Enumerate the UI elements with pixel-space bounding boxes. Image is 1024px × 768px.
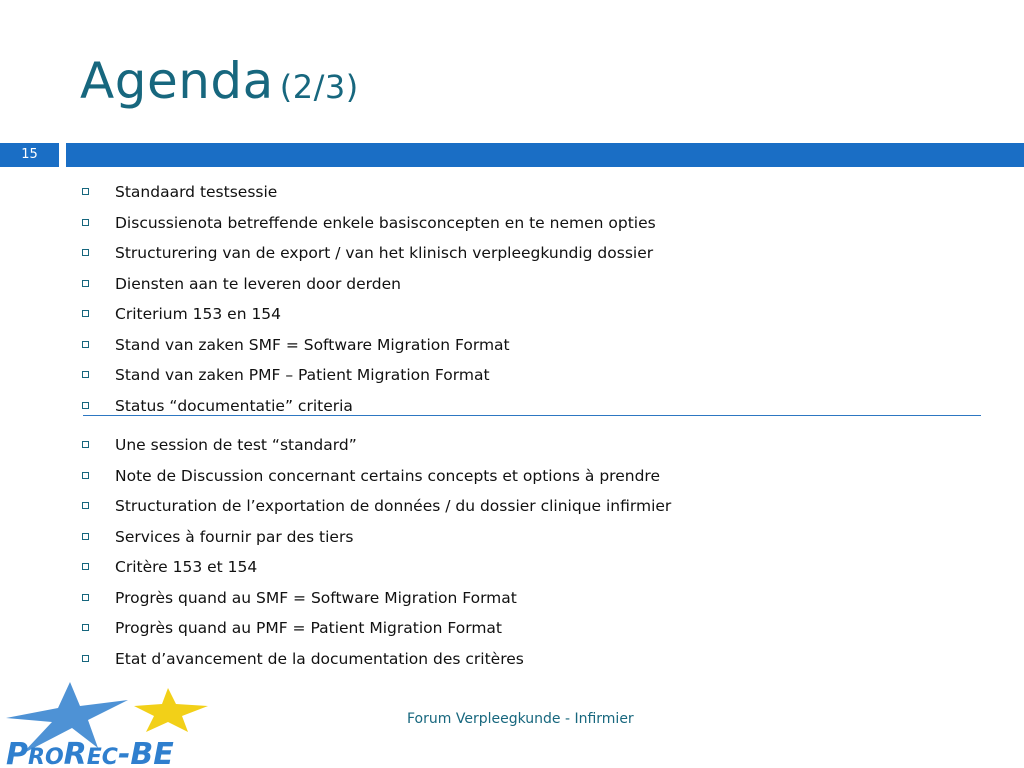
header-band — [66, 143, 1024, 167]
list-item — [80, 238, 656, 269]
footer-text: Forum Verpleegkunde - Infirmier — [407, 711, 634, 727]
list-item — [80, 269, 656, 300]
list-item-text: Progrès quand au PMF = Patient Migration Format — [115, 619, 503, 637]
square-bullet-icon — [82, 371, 89, 378]
list-item — [80, 430, 671, 461]
square-bullet-icon — [82, 310, 89, 317]
square-bullet-icon — [82, 472, 89, 479]
list-item-text: Stand van zaken PMF – Patient Migration Format — [115, 366, 490, 384]
list-item-text: Structurering van de export / van het klinisch verpleegkundig dossier — [115, 244, 654, 262]
title-text: Agenda — [80, 52, 274, 110]
list-item-text: Note de Discussion concernant certains concepts et options à prendre — [115, 466, 660, 485]
list-item — [80, 552, 671, 583]
list-item — [80, 644, 671, 675]
square-bullet-icon — [82, 502, 89, 509]
square-bullet-icon — [82, 188, 89, 195]
square-bullet-icon — [82, 402, 89, 409]
prorec-logo — [0, 678, 240, 768]
list-item-text: Critère 153 et 154 — [115, 558, 258, 576]
slide-title — [80, 52, 359, 110]
list-item — [80, 330, 656, 361]
list-item — [80, 208, 656, 239]
list-item-text: Stand van zaken SMF = Software Migration Format — [115, 335, 510, 354]
square-bullet-icon — [82, 249, 89, 256]
star-logo-icon — [6, 682, 208, 754]
list-item — [80, 613, 671, 644]
list-item-text: Services à fournir par des tiers — [115, 527, 354, 546]
logo-wordmark: PROREC-BE — [6, 737, 174, 768]
list-item-text: Une session de test “standard” — [115, 436, 357, 454]
slide-number: 15 — [0, 143, 59, 167]
list-item — [80, 461, 671, 492]
square-bullet-icon — [82, 219, 89, 226]
list-item — [80, 391, 656, 422]
list-item — [80, 360, 656, 391]
language-divider — [83, 415, 981, 416]
agenda-list-dutch — [80, 177, 656, 421]
agenda-list-french — [80, 430, 671, 674]
title-suffix: (2/3) — [279, 68, 359, 106]
list-item-text: Criterium 153 en 154 — [115, 305, 282, 323]
list-item-text: Status “documentatie” criteria — [115, 396, 353, 415]
square-bullet-icon — [82, 280, 89, 287]
square-bullet-icon — [82, 533, 89, 540]
list-item — [80, 491, 671, 522]
square-bullet-icon — [82, 594, 89, 601]
square-bullet-icon — [82, 655, 89, 662]
list-item-text: Etat d’avancement de la documentation des critères — [115, 649, 524, 668]
list-item — [80, 177, 656, 208]
list-item-text: Discussienota betreffende enkele basisconcepten en te nemen opties — [115, 213, 656, 232]
square-bullet-icon — [82, 341, 89, 348]
list-item — [80, 583, 671, 614]
list-item-text: Structuration de l’exportation de données / du dossier clinique infirmier — [115, 497, 672, 515]
list-item — [80, 299, 656, 330]
list-item-text: Standaard testsessie — [115, 183, 278, 201]
square-bullet-icon — [82, 441, 89, 448]
square-bullet-icon — [82, 563, 89, 570]
square-bullet-icon — [82, 624, 89, 631]
list-item — [80, 522, 671, 553]
list-item-text: Diensten aan te leveren door derden — [115, 274, 401, 293]
list-item-text: Progrès quand au SMF = Software Migration Format — [115, 588, 517, 607]
